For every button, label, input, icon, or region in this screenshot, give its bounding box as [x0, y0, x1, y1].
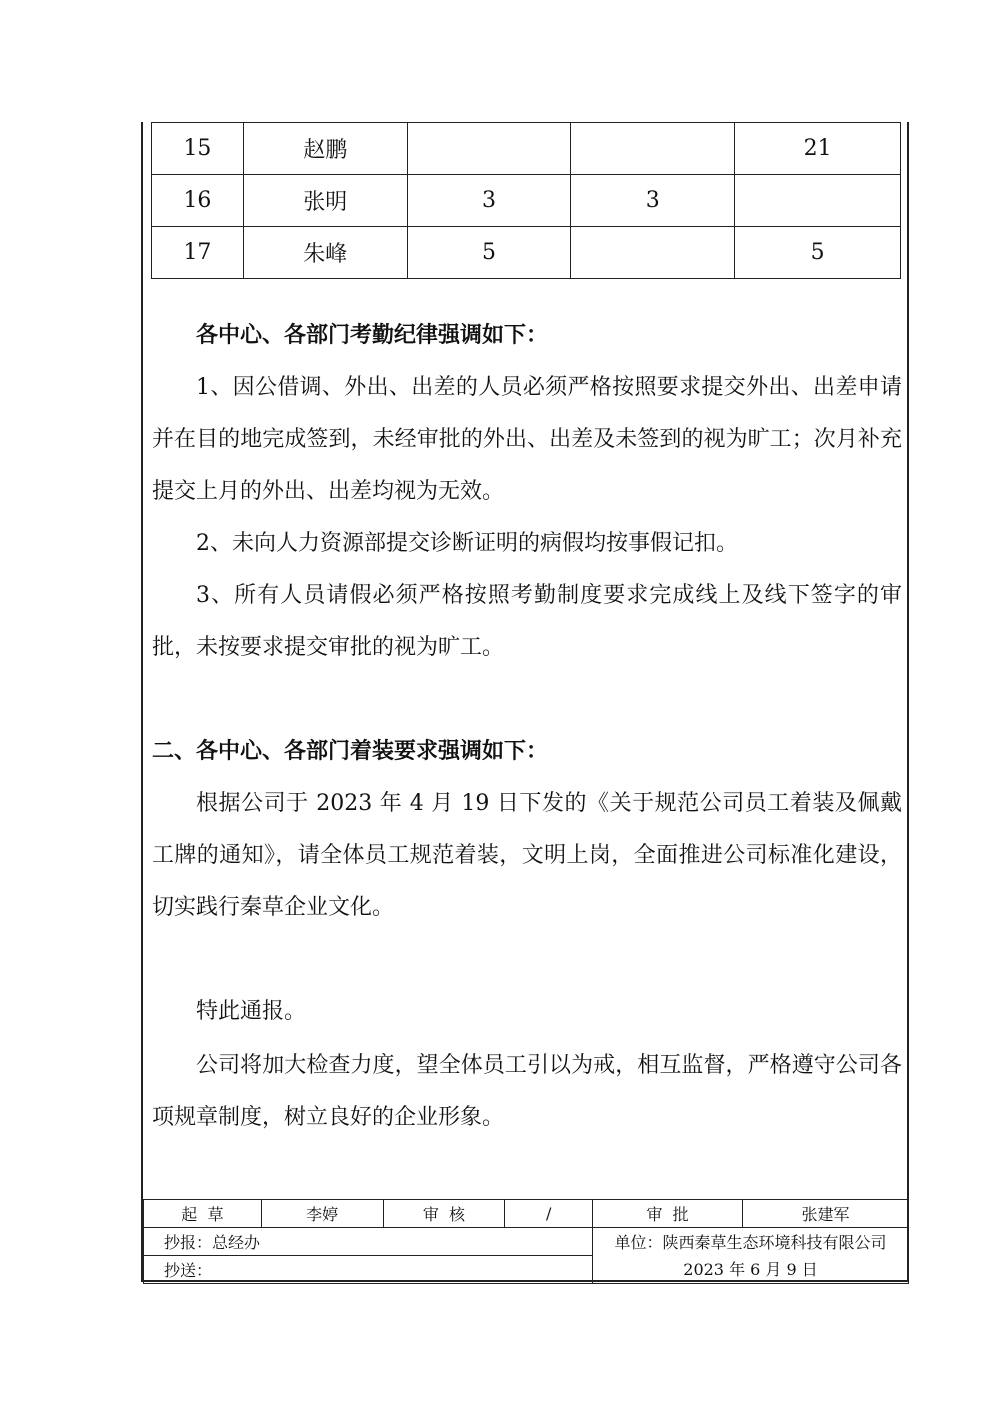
approval-row	[144, 1200, 909, 1228]
approve-value: 张建军	[743, 1200, 909, 1228]
approval-footer	[143, 1199, 909, 1284]
section1-item3: 3、所有人员请假必须严格按照考勤制度要求完成线上及线下签字的审批，未按要求提交审批的视为旷工。	[152, 583, 902, 660]
draft-label: 起 草	[144, 1200, 262, 1228]
issuer-cell	[593, 1228, 909, 1284]
issue-date: 2023 年 6 月 9 日	[683, 1259, 818, 1279]
table-row	[152, 227, 901, 279]
table-row	[152, 123, 901, 175]
value-cell: 5	[735, 227, 901, 279]
closing-body: 公司将加大检查力度，望全体员工引以为戒，相互监督，严格遵守公司各项规章制度，树立良好的企业形象。	[152, 1053, 902, 1130]
value-cell	[571, 123, 735, 175]
row-number: 17	[152, 227, 244, 279]
review-value: /	[505, 1200, 593, 1228]
value-cell	[571, 227, 735, 279]
attendance-table	[151, 122, 901, 279]
value-cell: 3	[571, 175, 735, 227]
value-cell: 21	[735, 123, 901, 175]
issuer-unit: 单位：陕西秦草生态环境科技有限公司	[614, 1232, 887, 1252]
section1-item2: 2、未向人力资源部提交诊断证明的病假均按事假记扣。	[196, 531, 738, 556]
section1-item1: 1、因公借调、外出、出差的人员必须严格按照要求提交外出、出差申请并在目的地完成签到，未经审批的外出、出差及未签到的视为旷工；次月补充提交上月的外出、出差均视为无效。	[152, 375, 902, 504]
cc-label: 抄报：	[164, 1233, 213, 1252]
send-cell	[144, 1256, 593, 1284]
employee-name: 张明	[243, 175, 407, 227]
section1-heading: 各中心、各部门考勤纪律强调如下：	[196, 323, 549, 348]
draft-value: 李婷	[261, 1200, 383, 1228]
cc-row	[144, 1228, 909, 1256]
value-cell	[735, 175, 901, 227]
table-row	[152, 175, 901, 227]
employee-name: 赵鹏	[243, 123, 407, 175]
section2-body: 根据公司于 2023 年 4 月 19 日下发的《关于规范公司员工着装及佩戴工牌的通知》，请全体员工规范着装，文明上岗，全面推进公司标准化建设，切实践行秦草企业文化。	[152, 791, 902, 920]
approve-label: 审 批	[593, 1200, 743, 1228]
cc-cell	[144, 1228, 593, 1256]
employee-name: 朱峰	[243, 227, 407, 279]
section2-heading: 二、各中心、各部门着装要求强调如下：	[152, 739, 549, 764]
value-cell	[407, 123, 571, 175]
row-number: 15	[152, 123, 244, 175]
cc-value: 总经办	[212, 1233, 261, 1252]
send-label: 抄送：	[164, 1261, 213, 1280]
value-cell: 3	[407, 175, 571, 227]
review-label: 审 核	[383, 1200, 505, 1228]
value-cell: 5	[407, 227, 571, 279]
row-number: 16	[152, 175, 244, 227]
closing-notice: 特此通报。	[196, 999, 307, 1024]
